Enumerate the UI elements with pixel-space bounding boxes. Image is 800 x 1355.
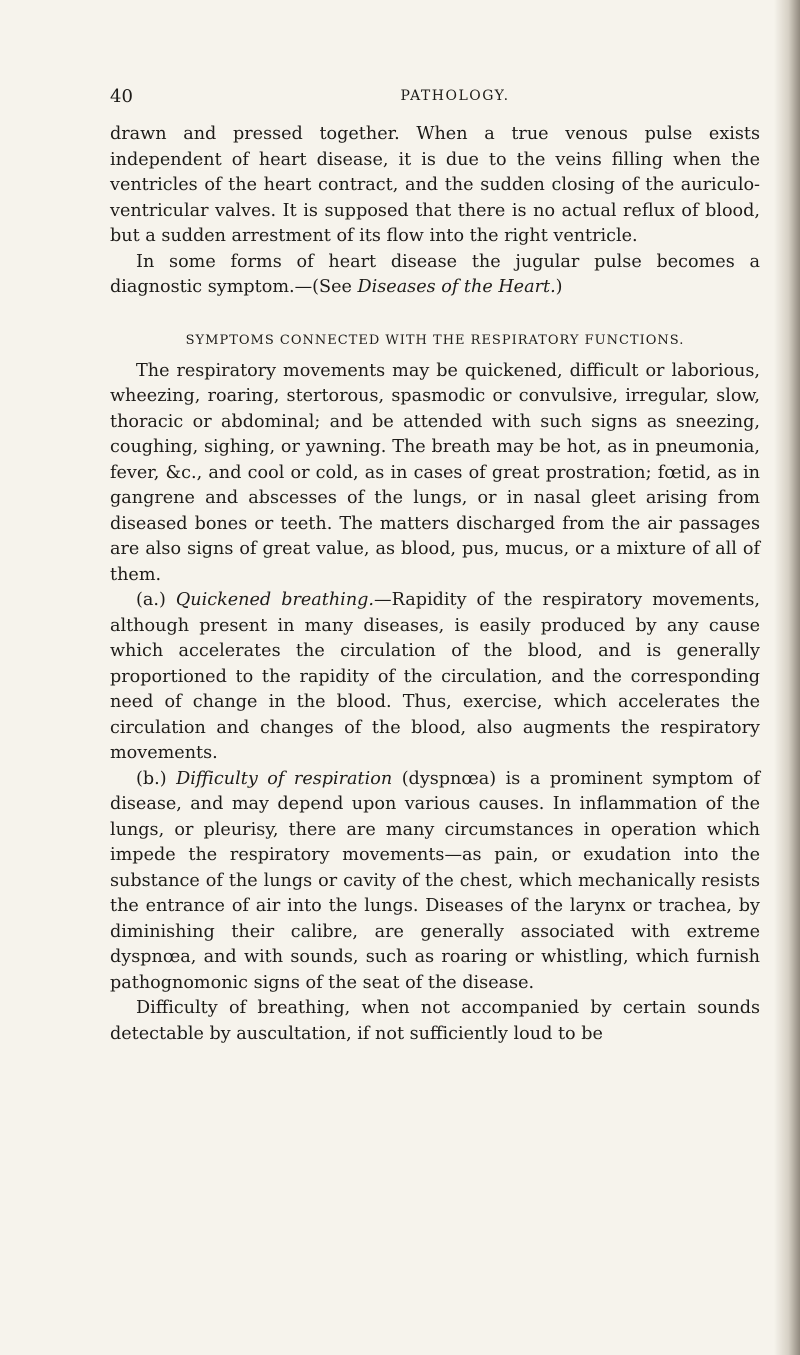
cross-reference: Diseases of the Heart. (357, 277, 556, 297)
item-label: (b.) (136, 768, 177, 789)
item-label: (a.) (136, 590, 176, 610)
paragraph-jugular-pulse (110, 250, 760, 301)
running-head: PATHOLOGY. (400, 88, 510, 104)
paragraph-text: ) (555, 277, 563, 297)
paragraph-difficulty-of-respiration (110, 767, 760, 997)
page-number: 40 (110, 86, 133, 107)
paragraph-difficulty-of-breathing: Difficulty of breathing, when not accompanied by certain sounds detectable by auscultation, if not sufficiently loud to be (110, 998, 760, 1044)
paragraph-respiratory-movements: The respiratory movements may be quickened, difficult or laborious, wheezing, roaring, stertorous, spasmodic or convulsive, irregular, slow, thoracic or abdominal; and be attended with such signs as sneezing, coughing, sighing, or yawning. The breath may be hot, as in pneumonia, fever, &c., and cool or cold, as in cases of great prostration; fœtid, as in gangrene and abscesses of the lungs, or in nasal gleet arising from diseased bones or teeth. The matters discharged from the air passages are also signs of great value, as blood, pus, mucus, or a mixture of all of them. (110, 360, 760, 585)
paragraph-text: In some forms of heart disease the jugular pulse becomes a diagnostic symptom.—(See (110, 251, 760, 297)
page-edge-shadow (774, 0, 800, 1355)
body-text (110, 122, 760, 1047)
item-title: Difficulty of respiration (176, 768, 393, 789)
paragraph-quickened-breathing (110, 588, 760, 767)
page-header (110, 86, 760, 110)
paragraph-continuation: drawn and pressed together. When a true venous pulse exists independent of heart disease, it is due to the veins filling when the ventricles of the heart contract, and the sudden closing of the auriculo-ventricular valves. It is supposed that there is no actual reflux of blood, but a sudden arrestment of its flow into the right ventricle. (110, 124, 760, 246)
paragraph-text: —Rapidity of the respiratory movements, although present in many diseases, is easily produced by any cause which accelerates the circulation of the blood, and is generally proportioned to the rapidity of the circulation, and the corresponding need of change in the blood. Thus, exercise, which accelerates the circulation and changes of the blood, also augments the respiratory movements. (110, 590, 760, 763)
item-title: Quickened breathing. (175, 590, 374, 610)
section-heading: SYMPTOMS CONNECTED WITH THE RESPIRATORY FUNCTIONS. (185, 332, 685, 348)
paragraph-text: (dyspnœa) is a prominent symptom of disease, and may depend upon various causes. In inflammation of the lungs, or pleurisy, there are many circumstances in operation which impede the respiratory movements—as pain, or exudation into the substance of the lungs or cavity of the chest, which mechanically resists the entrance of air into the lungs. Diseases of the larynx or trachea, by diminishing their calibre, are generally associated with extreme dyspnœa, and with sounds, such as roaring or whistling, which furnish pathognomonic signs of the seat of the disease. (110, 768, 760, 993)
